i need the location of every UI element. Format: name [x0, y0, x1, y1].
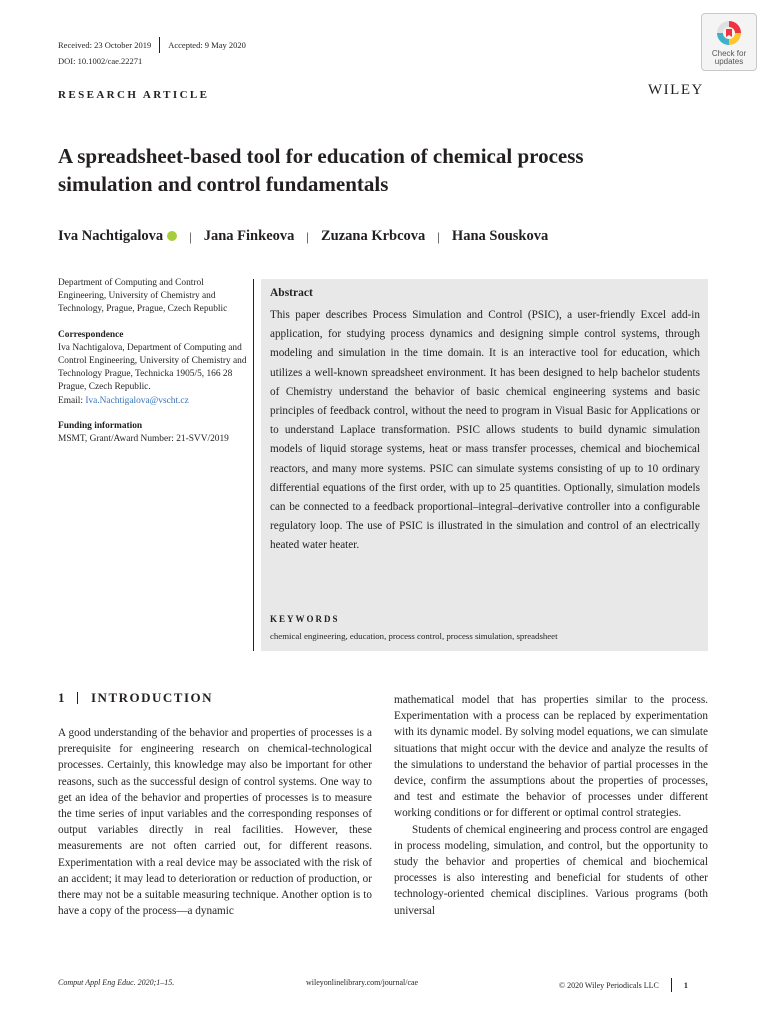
email-label: Email:: [58, 395, 83, 406]
author-list: [58, 228, 548, 245]
department: Department of Computing and Control Engineering, University of Chemistry and Technology, Prague, Prague, Czech Republic: [58, 278, 228, 315]
abstract-text: This paper describes Process Simulation and Control (PSIC), a user-friendly Excel add-in application, for studying process dynamics and designing simple control systems, through modeling and simulation in the time domain. It is an interactive tool for education, which utilizes a well-known spreadsheet environment. It has been designed to help bachelor students of Chemistry understand the behavior of basic chemical engineering systems and basic principles of feedback control, without the need to program in Visual Basic for Applications or to understand Laplace transformation. PSIC allows students to build dynamic simulation models of liquid storage systems, heat or mass transfer processes, chemical and biochemical reactors, and many more systems. PSIC can simulate systems consisting of up to 10 ordinary differential equations of the first order, with up to 25 quantities. Optionally, simulation models can be connected to a feedback proportional–integral–derivative controller into a configurable regulatory loop. The use of PSIC is illustrated in the simulation and control of an electrically heated water heater.: [270, 309, 700, 552]
received-date: Received: 23 October 2019: [58, 40, 152, 50]
author-separator: |: [189, 228, 192, 244]
keywords-list: chemical engineering, education, process control, process simulation, spreadsheet: [270, 631, 558, 641]
section-number: 1: [58, 690, 66, 705]
paper-title: A spreadsheet-based tool for education of chemical process simulation and control fundamentals: [58, 144, 584, 196]
correspondence-heading: Correspondence: [58, 329, 124, 340]
funding-heading: Funding information: [58, 420, 143, 431]
orcid-icon[interactable]: [167, 231, 177, 241]
divider: [77, 692, 78, 704]
divider: [159, 37, 160, 53]
author-separator: |: [437, 228, 440, 244]
divider: [671, 978, 672, 992]
paragraph: A good understanding of the behavior and properties of processes is a prerequisite for engineering research on chemical-technological processes. Certainly, this knowledge may also be important for other reasons, such as the successful design of control systems. One way to get an idea of the behavior and properties of processes is to measure the time series of input variables and the corresponding responses of output variables directly in real facilities. However, these measurements are not often carried out, for different reasons. Experimentation with a real device may be associated with the risk of an accident; it may lead to deterioration or reduction of production, or there may not be a suitable measuring technique. Another option is to have a copy of the process—a dynamic: [58, 727, 372, 918]
copyright: © 2020 Wiley Periodicals LLC: [559, 980, 659, 990]
correspondence: [58, 329, 248, 408]
funding: [58, 420, 248, 446]
article-type: RESEARCH ARTICLE: [58, 89, 210, 101]
doi[interactable]: DOI: 10.1002/cae.22271: [58, 56, 143, 66]
section-title: INTRODUCTION: [91, 690, 214, 705]
affiliation-column: [58, 277, 248, 458]
journal-citation: Comput Appl Eng Educ. 2020;1–15.: [58, 978, 175, 987]
journal-url[interactable]: wileyonlinelibrary.com/journal/cae: [306, 978, 419, 987]
keywords-heading: KEYWORDS: [270, 614, 340, 624]
author-name[interactable]: Zuzana Krbcova: [320, 228, 426, 244]
abstract-heading: Abstract: [270, 287, 313, 299]
page-number: 1: [683, 980, 688, 990]
article-dates: [58, 37, 246, 53]
accepted-date: Accepted: 9 May 2020: [168, 40, 246, 50]
author-name[interactable]: Hana Souskova: [451, 228, 549, 244]
check-for-updates-label: Check for updates: [711, 49, 747, 66]
check-for-updates-badge[interactable]: [701, 13, 757, 71]
paragraph: mathematical model that has properties similar to the process. Experimentation with a process can be replaced by experimentation with its dynamic model. By solving model equations, we can simulate situations that might occur with the device and analyze the results of the simulations to understand the behavior of partial processes in the device, confirm the assumptions about the properties of processes, and test and estimate the behavior of processes under different working conditions or for different or optimal control strategies.: [394, 694, 708, 820]
correspondence-text: Iva Nachtigalova, Department of Computing and Control Engineering, University of Chemistry and Technology Prague, Technicka 1905/5, 166 28 Prague, Czech Republic.: [58, 342, 247, 393]
publisher-logo: WILEY: [648, 82, 704, 98]
author-separator: |: [306, 228, 309, 244]
footer-right: [559, 978, 688, 992]
paragraph: Students of chemical engineering and process control are engaged in process modeling, simulation, and control, but the opportunity to study the behavior and properties of chemical and biochemical processes is also interesting and beneficial for students of other technology-oriented chemical disciplines. Various programs (both universal: [394, 823, 708, 917]
body-column-left: [58, 725, 372, 919]
funding-text: MSMT, Grant/Award Number: 21-SVV/2019: [58, 434, 229, 445]
author-name[interactable]: Iva Nachtigalova: [58, 228, 164, 244]
author-name[interactable]: Jana Finkeova: [203, 228, 295, 244]
email-link[interactable]: Iva.Nachtigalova@vscht.cz: [85, 395, 189, 406]
section-heading: [58, 690, 213, 706]
column-divider: [253, 279, 254, 651]
crossmark-icon: [714, 18, 744, 48]
body-column-right: [394, 692, 708, 919]
